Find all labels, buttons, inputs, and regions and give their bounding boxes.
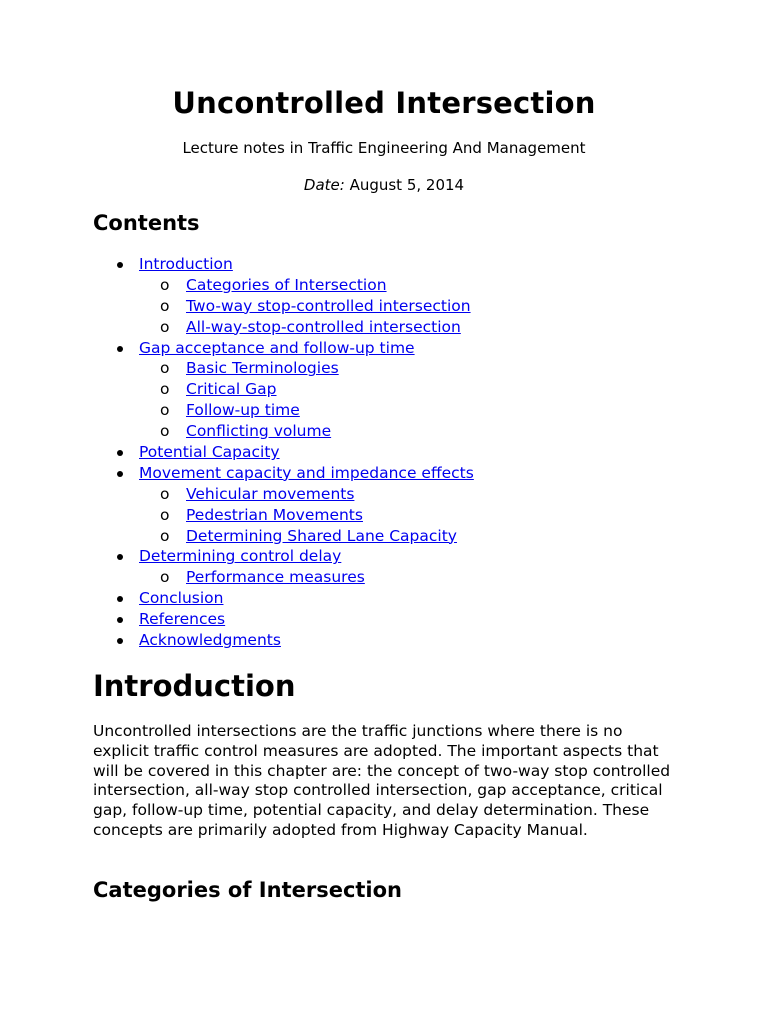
toc-link[interactable]: Acknowledgments bbox=[139, 631, 281, 650]
toc-link[interactable]: Determining Shared Lane Capacity bbox=[186, 526, 457, 545]
toc-item bbox=[0, 442, 768, 463]
toc-item bbox=[0, 546, 768, 567]
toc-item bbox=[0, 526, 768, 547]
bullet-circle-icon: o bbox=[160, 275, 170, 294]
toc-item bbox=[0, 317, 768, 338]
bullet-disc-icon bbox=[117, 450, 123, 456]
toc-item bbox=[0, 358, 768, 379]
toc-link[interactable]: Follow-up time bbox=[186, 401, 300, 420]
toc-link[interactable]: Movement capacity and impedance effects bbox=[139, 463, 474, 482]
introduction-paragraph: Uncontrolled intersections are the traffic junctions where there is no explicit traffic control measures are adopted. The important aspects that will be covered in this chapter are: the concept of two-way stop controlled intersection, all-way stop controlled intersection, gap acceptance, critical gap, follow-up time, potential capacity, and delay determination. These concepts are primarily adopted from Highway Capacity Manual. bbox=[93, 722, 671, 839]
toc-link[interactable]: Critical Gap bbox=[186, 380, 277, 399]
toc-item bbox=[0, 296, 768, 317]
toc-item bbox=[0, 275, 768, 296]
bullet-disc-icon bbox=[117, 638, 123, 644]
bullet-circle-icon: o bbox=[160, 568, 170, 587]
toc-item bbox=[0, 421, 768, 442]
toc-link[interactable]: Performance measures bbox=[186, 568, 365, 587]
document-title: Uncontrolled Intersection bbox=[172, 86, 596, 120]
date-value: August 5, 2014 bbox=[344, 176, 465, 194]
toc-item bbox=[0, 338, 768, 359]
toc-link[interactable]: Conclusion bbox=[139, 589, 224, 608]
toc-link[interactable]: Basic Terminologies bbox=[186, 359, 339, 378]
toc-link[interactable]: Conflicting volume bbox=[186, 422, 332, 441]
toc-item bbox=[0, 505, 768, 526]
bullet-disc-icon bbox=[117, 554, 123, 560]
toc-item bbox=[0, 463, 768, 484]
bullet-circle-icon: o bbox=[160, 380, 170, 399]
toc-link[interactable]: Gap acceptance and follow-up time bbox=[139, 338, 415, 357]
bullet-circle-icon: o bbox=[160, 359, 170, 378]
toc-link[interactable]: Vehicular movements bbox=[186, 484, 355, 503]
bullet-disc-icon bbox=[117, 262, 123, 268]
toc-link[interactable]: Pedestrian Movements bbox=[186, 505, 363, 524]
toc-item bbox=[0, 567, 768, 588]
toc-link[interactable]: Categories of Intersection bbox=[186, 275, 387, 294]
toc-item bbox=[0, 254, 768, 275]
categories-heading: Categories of Intersection bbox=[93, 878, 403, 902]
bullet-disc-icon bbox=[117, 596, 123, 602]
table-of-contents bbox=[0, 254, 768, 651]
bullet-disc-icon bbox=[117, 471, 123, 477]
document-subtitle: Lecture notes in Traffic Engineering And Management bbox=[182, 139, 586, 157]
toc-item bbox=[0, 484, 768, 505]
toc-link[interactable]: References bbox=[139, 610, 226, 629]
toc-item bbox=[0, 630, 768, 651]
date-label: Date: bbox=[303, 176, 345, 194]
toc-link[interactable]: Two-way stop-controlled intersection bbox=[186, 296, 471, 315]
toc-item bbox=[0, 588, 768, 609]
toc-item bbox=[0, 400, 768, 421]
toc-item bbox=[0, 609, 768, 630]
bullet-circle-icon: o bbox=[160, 484, 170, 503]
toc-link[interactable]: Introduction bbox=[139, 255, 233, 273]
introduction-heading: Introduction bbox=[93, 669, 296, 703]
toc-item bbox=[0, 379, 768, 400]
bullet-disc-icon bbox=[117, 617, 123, 623]
contents-heading: Contents bbox=[93, 211, 200, 235]
bullet-circle-icon: o bbox=[160, 317, 170, 336]
bullet-circle-icon: o bbox=[160, 422, 170, 441]
bullet-circle-icon: o bbox=[160, 526, 170, 545]
document-date bbox=[0, 176, 768, 194]
toc-link[interactable]: All-way-stop-controlled intersection bbox=[186, 317, 461, 336]
bullet-circle-icon: o bbox=[160, 296, 170, 315]
bullet-disc-icon bbox=[117, 346, 123, 352]
bullet-circle-icon: o bbox=[160, 505, 170, 524]
toc-link[interactable]: Potential Capacity bbox=[139, 443, 280, 462]
bullet-circle-icon: o bbox=[160, 401, 170, 420]
toc-link[interactable]: Determining control delay bbox=[139, 547, 342, 566]
